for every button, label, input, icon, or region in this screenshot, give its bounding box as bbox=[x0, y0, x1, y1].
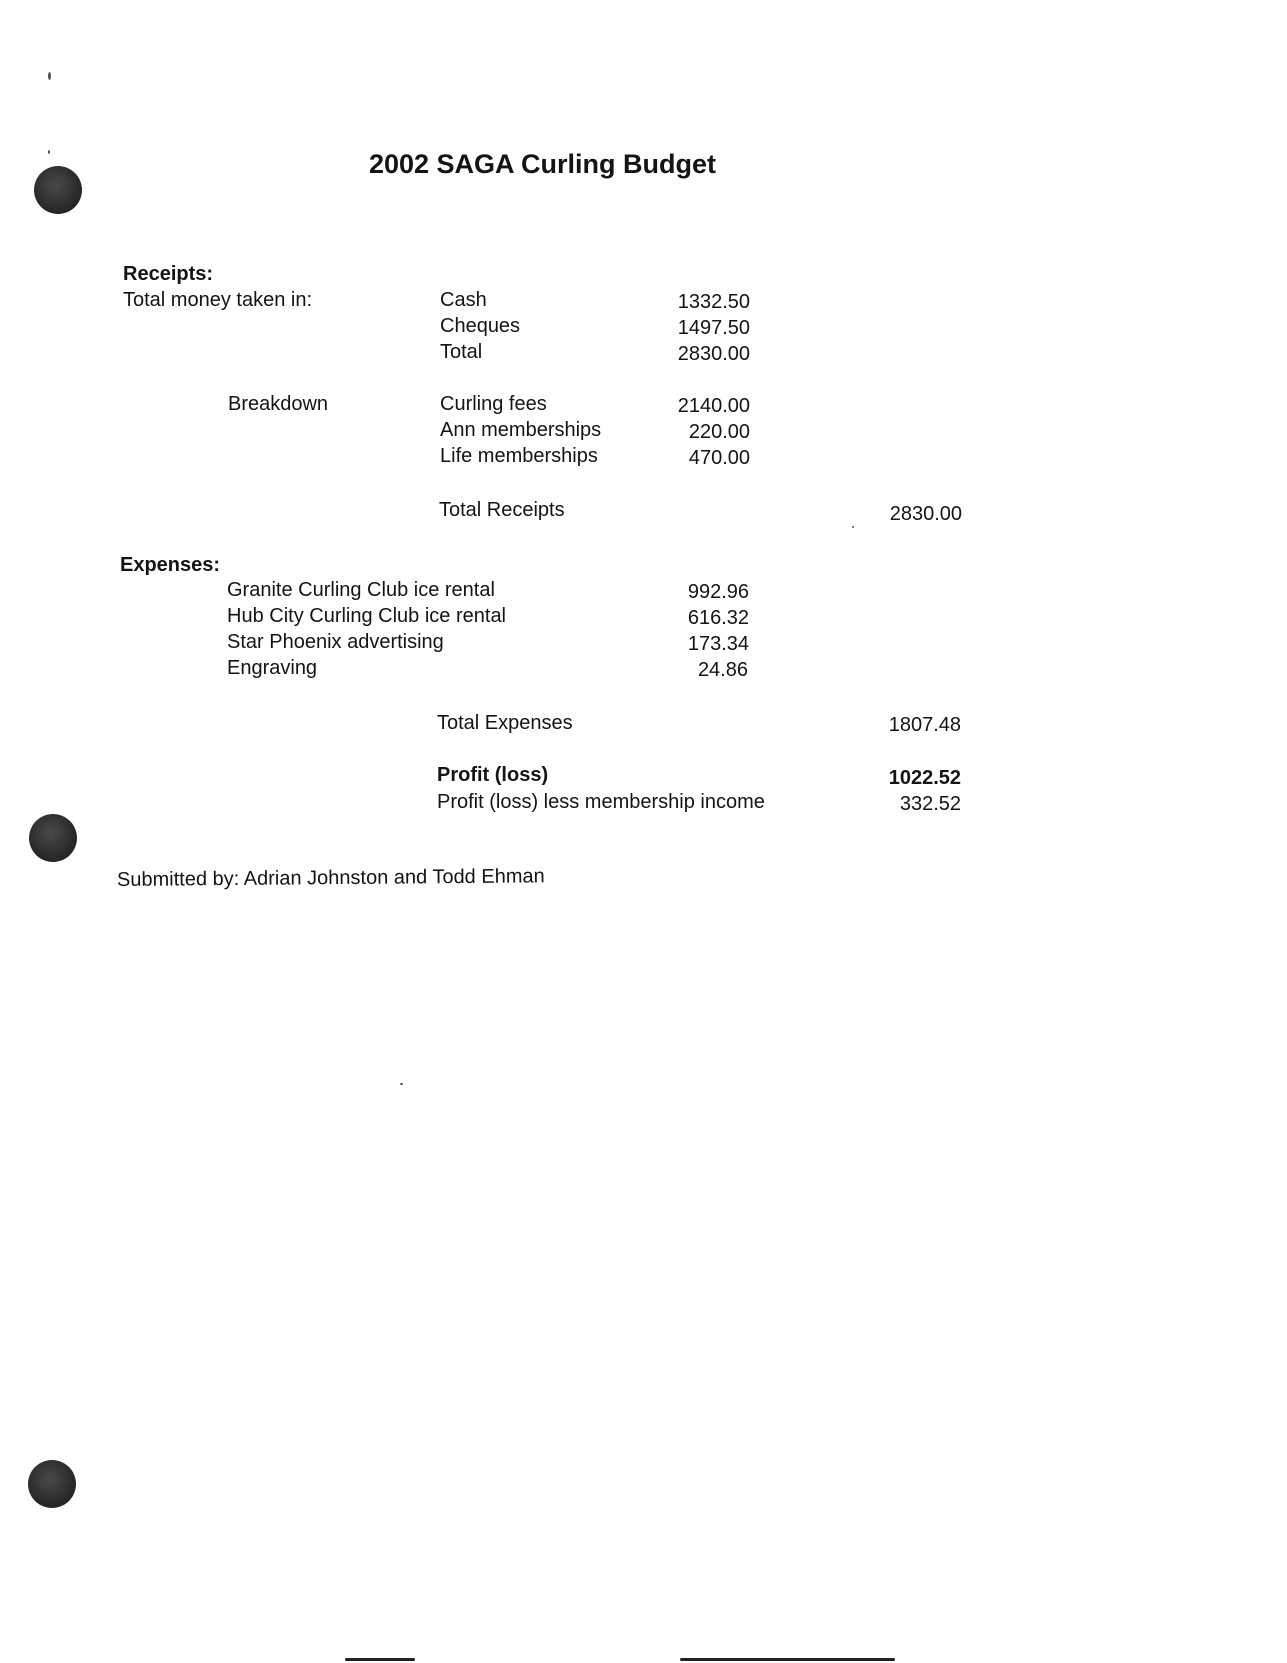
scan-speck bbox=[48, 150, 50, 154]
cheques-amount: 1497.50 bbox=[677, 317, 750, 339]
curling-fees-label: Curling fees bbox=[440, 393, 547, 415]
expense-item-label: Granite Curling Club ice rental bbox=[227, 579, 495, 601]
curling-fees-amount: 2140.00 bbox=[677, 395, 750, 417]
total-taken-amount: 2830.00 bbox=[677, 343, 750, 365]
expense-item-amount: 173.34 bbox=[687, 633, 749, 655]
scan-edge-mark bbox=[345, 1658, 415, 1661]
cash-amount: 1332.50 bbox=[677, 291, 750, 313]
cash-label: Cash bbox=[440, 289, 487, 311]
life-memberships-label: Life memberships bbox=[440, 445, 598, 467]
expenses-heading: Expenses: bbox=[120, 554, 221, 576]
punch-hole-middle bbox=[29, 814, 77, 862]
expense-item-amount: 992.96 bbox=[687, 581, 749, 603]
receipts-heading: Receipts: bbox=[123, 263, 214, 285]
ann-memberships-amount: 220.00 bbox=[688, 421, 750, 443]
expense-item-amount: 616.32 bbox=[687, 607, 749, 629]
ann-memberships-label: Ann memberships bbox=[440, 419, 602, 441]
scan-speck bbox=[400, 1083, 403, 1085]
scan-speck bbox=[852, 526, 854, 528]
expense-item-amount: 24.86 bbox=[697, 659, 748, 681]
scan-speck bbox=[48, 72, 51, 80]
total-expenses-label: Total Expenses bbox=[437, 712, 573, 734]
submitted-by: Submitted by: Adrian Johnston and Todd Ehman bbox=[116, 865, 545, 891]
scan-edge-mark bbox=[680, 1658, 895, 1661]
profit-less-membership-amount: 332.52 bbox=[899, 793, 961, 815]
breakdown-label: Breakdown bbox=[228, 393, 329, 415]
total-expenses-amount: 1807.48 bbox=[888, 714, 961, 736]
punch-hole-bottom bbox=[28, 1460, 76, 1508]
expense-item-label: Engraving bbox=[227, 657, 318, 679]
total-receipts-label: Total Receipts bbox=[439, 499, 565, 521]
total-taken-label: Total bbox=[440, 341, 483, 363]
page-title: 2002 SAGA Curling Budget bbox=[368, 149, 717, 179]
profit-less-membership-label: Profit (loss) less membership income bbox=[437, 791, 765, 813]
profit-amount: 1022.52 bbox=[888, 767, 961, 789]
punch-hole-top bbox=[34, 166, 82, 214]
profit-label: Profit (loss) bbox=[437, 764, 549, 786]
life-memberships-amount: 470.00 bbox=[688, 447, 750, 469]
taken-in-label: Total money taken in: bbox=[123, 289, 312, 311]
expense-item-label: Hub City Curling Club ice rental bbox=[227, 605, 507, 627]
total-receipts-amount: 2830.00 bbox=[889, 503, 962, 525]
expense-item-label: Star Phoenix advertising bbox=[227, 631, 444, 653]
cheques-label: Cheques bbox=[440, 315, 521, 337]
